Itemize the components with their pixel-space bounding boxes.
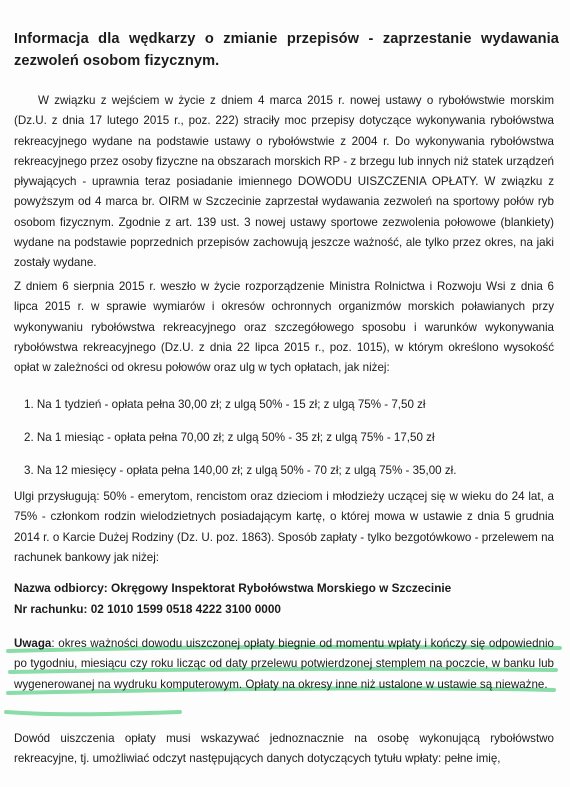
- document-title: Informacja dla wędkarzy o zmianie przepisów - zaprzestanie wydawania zezwoleń osobom fizycznym.: [14, 31, 559, 69]
- fee-item-year: 3. Na 12 miesięcy - opłata pełna 140,00 zł; z ulgą 50% - 70 zł; z ulgą 75% - 35,00 zł.: [24, 464, 457, 477]
- fee-item-week: 1. Na 1 tydzień - opłata pełna 30,00 zł; z ulgą 50% - 15 zł; z ulgą 75% - 7,50 zł: [24, 398, 426, 411]
- paragraph-discounts: Ulgi przysługują: 50% - emerytom, rencistom oraz dzieciom i młodzieży uczącej się w wieku do 24 lat, a 75% - członkom rodzin wielodzietnych posiadającym kartę, o której mowa w ustawie z dnia 5 grudnia 2014 r. o Karcie Dużej Rodziny (Dz. U. poz. 1863). Sposób zapłaty - tylko bezgotówkowo - przelewem na rachunek bankowy jak niżej:: [14, 490, 554, 564]
- paragraph-legal-change: W związku z wejściem w życie z dniem 4 marca 2015 r. nowej ustawy o rybołówstwie morskim (Dz.U. z dnia 17 lutego 2015 r., poz. 222) straciły moc przepisy dotyczące wykonywania rybołówstwa rekreacyjnego wydane na podstawie ustawy o rybołówstwie z 2004 r. Do wykonywania rybołówstwa rekreacyjnego przez osoby fizyczne na obszarach morskich RP - z brzegu lub innych niż statek urządzeń pływających - uprawnia teraz posiadanie imiennego DOWODU UISZCZENIA OPŁATY. W związku z powyższym od 4 marca br. OIRM w Szczecinie zaprzestał wydawania zezwoleń na sportowy połów ryb osobom fizycznym. Zgodnie z art. 139 ust. 3 nowej ustawy sportowe zezwolenia połowowe (blankiety) wydane na podstawie poprzednich przepisów zachowują jeszcze ważność, ale tylko przez okres, na jaki zostały wydane.: [14, 94, 554, 270]
- note-text: : okres ważności dowodu uiszczonej opłaty biegnie od momentu wpłaty i kończy się odpowiednio po tygodniu, miesiącu czy roku licząc od daty przelewu potwierdzonej stemplem na poczcie, w banku lub wygenerowanej na wydruku komputerowym. Opłaty na okresy inne niż ustalone w ustawie są nieważne.: [14, 637, 554, 691]
- paragraph-regulation: Z dniem 6 sierpnia 2015 r. weszło w życie rozporządzenie Ministra Rolnictwa i Rozwoju Wsi z dnia 6 lipca 2015 r. w sprawie wymiarów i okresów ochronnych organizmów morskich poławianych przy wykonywaniu rybołówstwa rekreacyjnego oraz szczegółowego sposobu i warunków wykonywania rybołówstwa rekreacyjnego (Dz.U. z dnia 22 lipca 2015 r., poz. 1015), w którym określono wysokość opłat w zależności od okresu połowów oraz ulg w tych opłatach, jak niżej:: [14, 280, 554, 375]
- fee-item-month: 2. Na 1 miesiąc - opłata pełna 70,00 zł; z ulgą 50% - 35 zł; z ulgą 75% - 17,50 zł: [24, 431, 435, 444]
- recipient-name: Nazwa odbiorcy: Okręgowy Inspektorat Rybołówstwa Morskiego w Szczecinie: [14, 581, 452, 595]
- note-label: Uwaga: [14, 637, 52, 650]
- paragraph-proof-of-payment: Dowód uiszczenia opłaty musi wskazywać jednoznacznie na osobę wykonującą rybołówstwo rekreacyjne, tj. umożliwiać odczyt następujących danych dotyczących tytułu wpłaty: pełne imię,: [14, 732, 554, 766]
- account-number: Nr rachunku: 02 1010 1599 0518 4222 3100 0000: [14, 601, 281, 616]
- validity-note: [14, 634, 554, 695]
- highlighter-stroke-4: [6, 712, 180, 714]
- fee-list: [24, 398, 554, 488]
- payment-details: [14, 578, 559, 619]
